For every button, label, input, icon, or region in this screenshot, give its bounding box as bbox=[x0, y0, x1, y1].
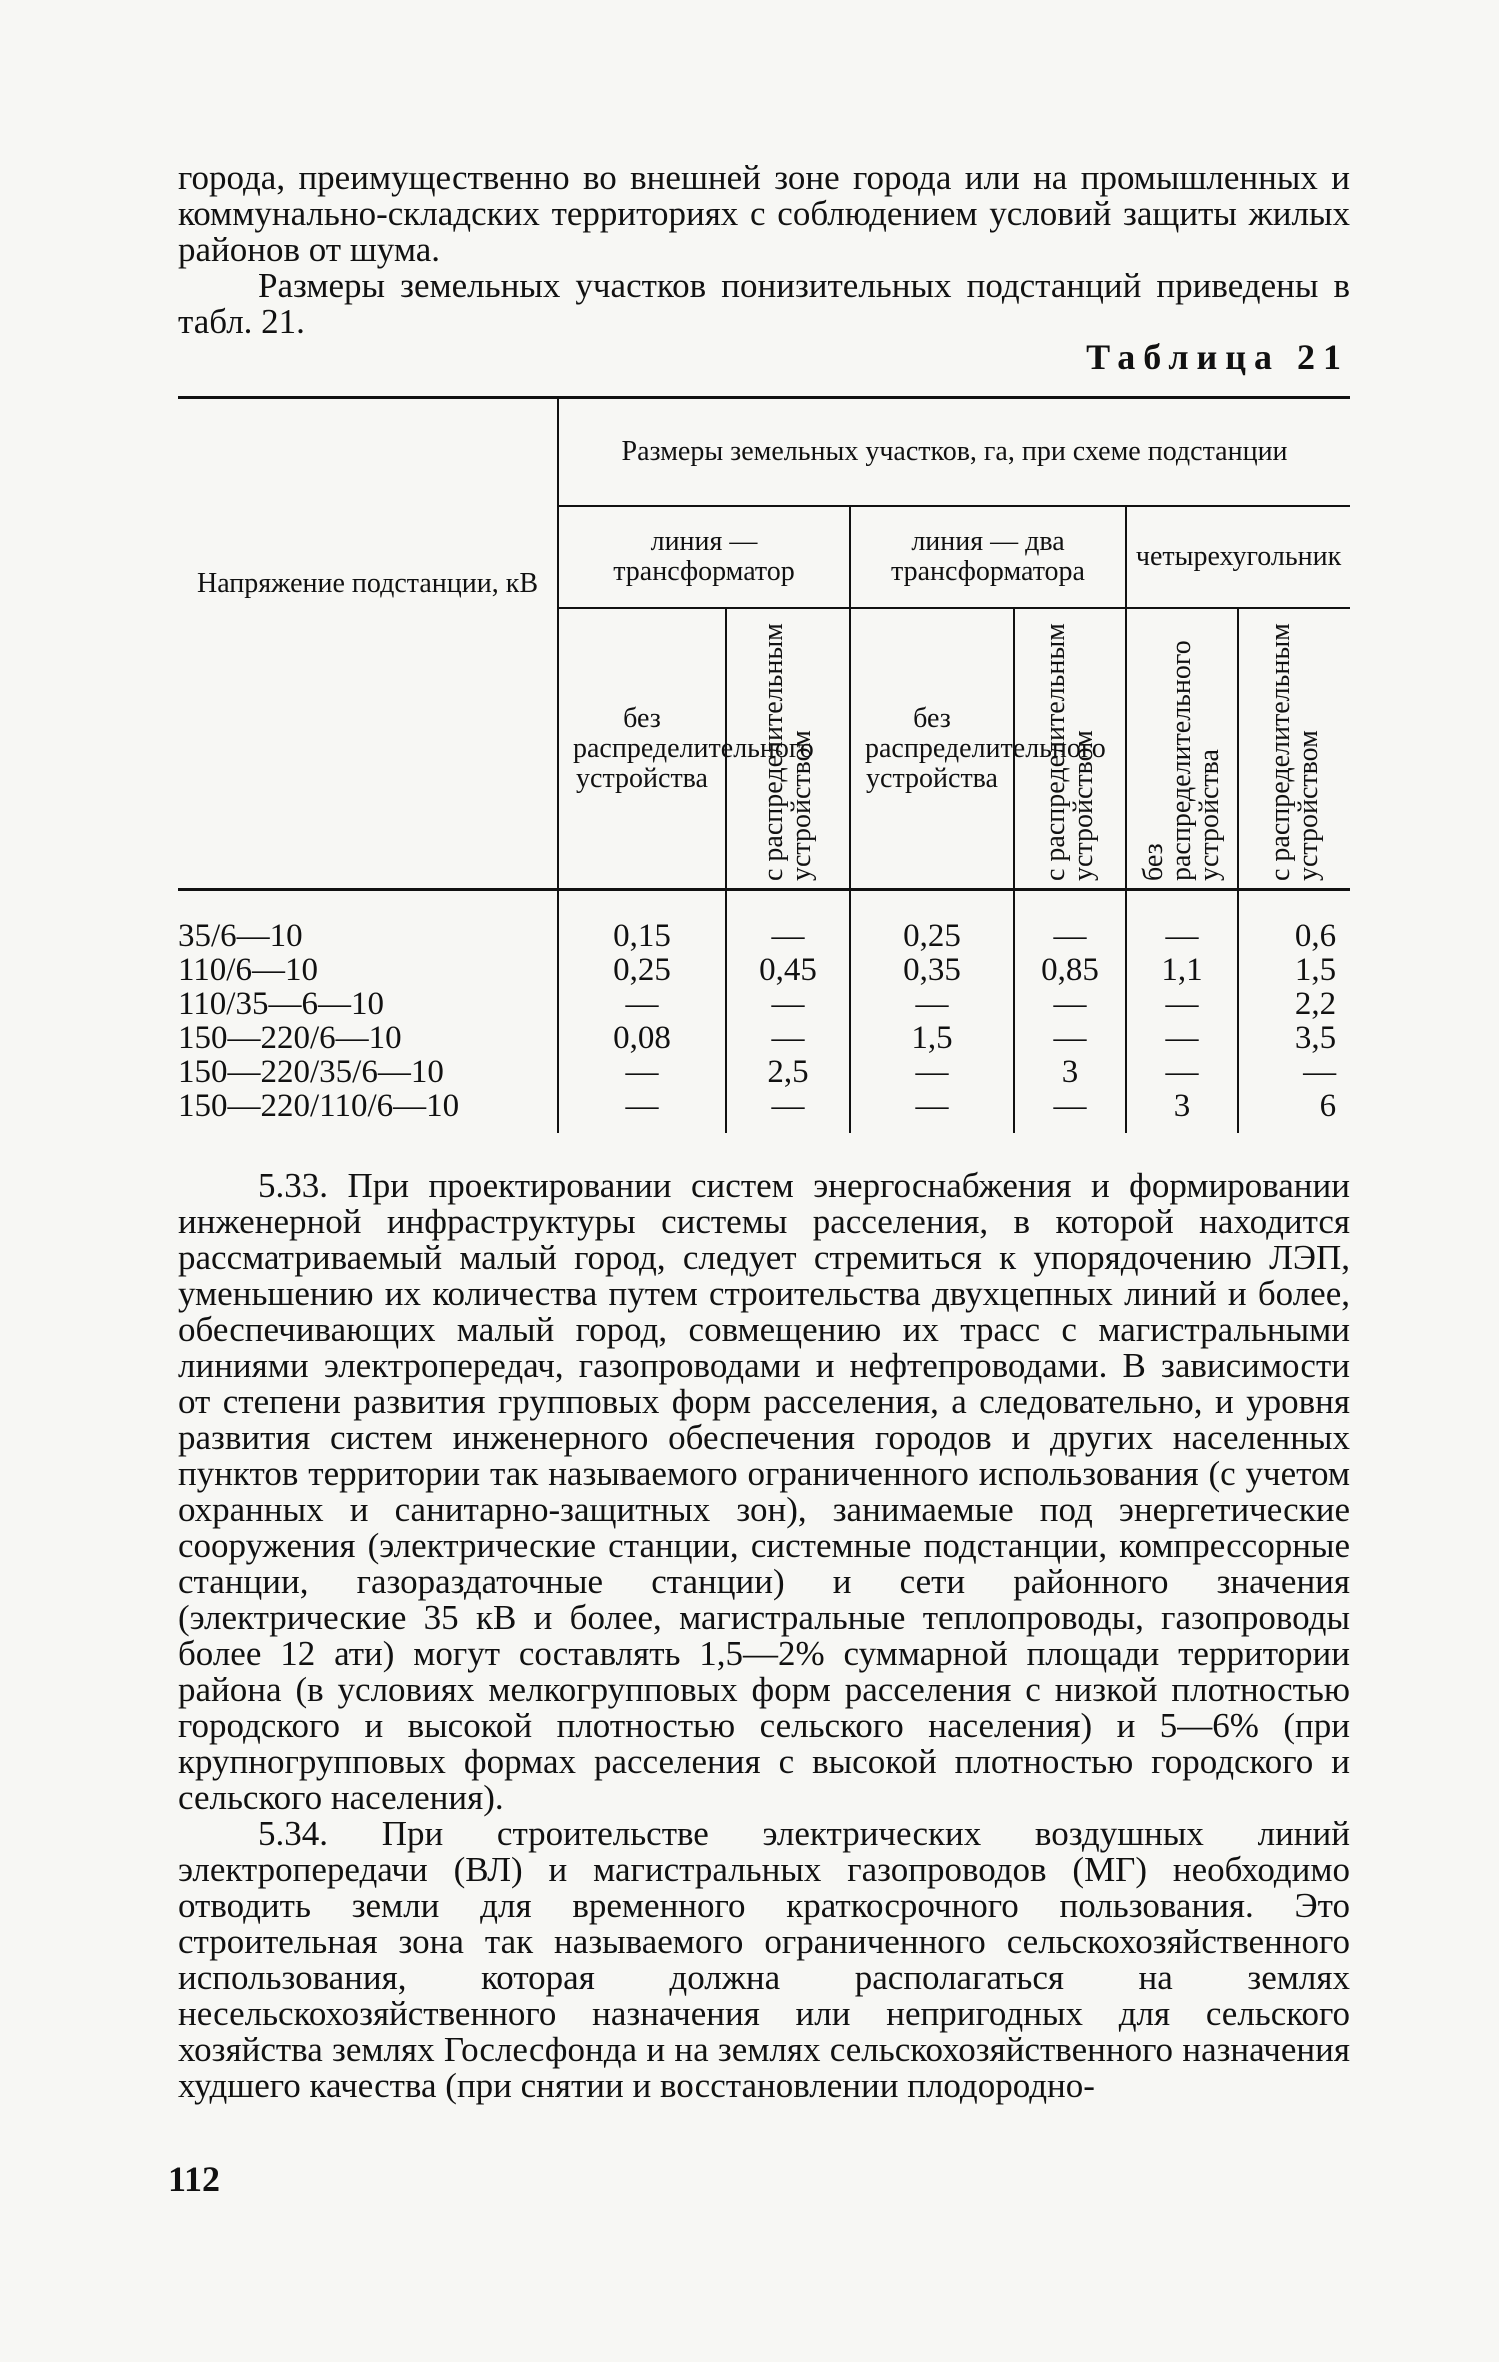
subheader-6: с распределительным устройством bbox=[1238, 608, 1350, 890]
body-text bbox=[178, 1168, 1350, 2104]
subheader-2: с распределительным устройством bbox=[726, 608, 850, 890]
table-cell: 0,25 bbox=[558, 953, 726, 987]
table-row bbox=[178, 890, 1350, 954]
table-cell: 0,85 bbox=[1014, 953, 1126, 987]
header-scheme-1: линия — трансформатор bbox=[558, 506, 850, 608]
table-cell: — bbox=[1126, 987, 1238, 1021]
row-voltage: 150—220/110/6—10 bbox=[178, 1088, 460, 1124]
table-cell: 0,35 bbox=[850, 953, 1014, 987]
intro-paragraph-1: города, преимущественно во внешней зоне города или на промышленных и коммунально-складских территориях с соблюдением условий защиты жилых районов от шума. bbox=[178, 158, 1350, 269]
table-cell: 1,1 bbox=[1126, 953, 1238, 987]
row-voltage: 150—220/6—10 bbox=[178, 1020, 402, 1056]
table-cell: — bbox=[850, 987, 1014, 1021]
table-row bbox=[178, 1021, 1350, 1055]
header-voltage: Напряжение подстанции, кВ bbox=[178, 398, 558, 890]
table-cell: 1,5 bbox=[1238, 953, 1350, 987]
table-row bbox=[178, 987, 1350, 1021]
substation-land-table bbox=[178, 396, 1350, 1133]
table-caption: Таблица 21 bbox=[1086, 337, 1349, 377]
paragraph-5-34: 5.34. При строительстве электрических воздушных линий электропередачи (ВЛ) и магистральных газопроводов (МГ) необходимо отводить земли для временного краткосрочного пользования. Это строительная зона так называемого ограниченного сельскохозяйственного использования, которая должна располагаться на землях несельскохозяйственного назначения или непригодных для сельского хозяйства землях Гослесфонда и на землях сельскохозяйственного назначения худшего качества (при снятии и восстановлении плодородно- bbox=[178, 1814, 1350, 2105]
row-voltage: 110/6—10 bbox=[178, 952, 318, 988]
table-cell: — bbox=[726, 890, 850, 954]
header-sizes: Размеры земельных участков, га, при схеме подстанции bbox=[558, 398, 1350, 507]
table-cell: — bbox=[1126, 1021, 1238, 1055]
table-cell: 2,5 bbox=[726, 1055, 850, 1089]
table-cell: — bbox=[1238, 1055, 1350, 1089]
row-voltage: 110/35—6—10 bbox=[178, 986, 384, 1022]
table-cell: — bbox=[850, 1055, 1014, 1089]
intro-paragraph-2: Размеры земельных участков понизительных подстанций приведены в табл. 21. bbox=[178, 266, 1350, 341]
table-cell: 0,08 bbox=[558, 1021, 726, 1055]
table-cell: — bbox=[558, 1089, 726, 1133]
table-cell: — bbox=[726, 987, 850, 1021]
table-cell: 0,6 bbox=[1238, 890, 1350, 954]
intro-text bbox=[178, 160, 1350, 340]
table-cell: — bbox=[726, 1021, 850, 1055]
table-cell: 1,5 bbox=[850, 1021, 1014, 1055]
table-cell: 0,15 bbox=[558, 890, 726, 954]
paragraph-5-33: 5.33. При проектировании систем энергоснабжения и формировании инженерной инфраструктуры системы расселения, в которой находится рассматриваемый малый город, следует стремиться к упорядочению ЛЭП, уменьшению их количества путем строительства двухцепных линий и более, обеспечивающих малый город, совмещению их трасс с магистральными линиями электропередач, газопроводами и нефтепроводами. В зависимости от степени развития групповых форм расселения, а следовательно, и уровня развития систем инженерного обеспечения городов и других населенных пунктов территории так называемого ограниченного использования (с учетом охранных и санитарно-защитных зон), занимаемые под энергетические сооружения (электрические станции, системные подстанции, компрессорные станции, газораздаточные станции) и сети районного значения (электрические 35 кВ и более, магистральные теплопроводы, газопроводы более 12 ати) могут составлять 1,5—2% суммарной площади территории района (в условиях мелкогрупповых форм расселения с низкой плотностью городского и высокой плотностью сельского населения) и 5—6% (при крупногрупповых формах расселения с высокой плотностью городского и сельского населения). bbox=[178, 1166, 1350, 1817]
table-cell: — bbox=[558, 987, 726, 1021]
table-cell: — bbox=[558, 1055, 726, 1089]
table-cell: 6 bbox=[1238, 1089, 1350, 1133]
subheader-1: без распределительного устройства bbox=[558, 608, 726, 890]
page-number: 112 bbox=[168, 2159, 221, 2199]
table-cell: 3 bbox=[1126, 1089, 1238, 1133]
table-row bbox=[178, 953, 1350, 987]
table-cell: — bbox=[850, 1089, 1014, 1133]
subheader-5: без распределительного устройства bbox=[1126, 608, 1238, 890]
row-voltage: 150—220/35/6—10 bbox=[178, 1054, 444, 1090]
table-row bbox=[178, 1055, 1350, 1089]
table-cell: — bbox=[1014, 890, 1126, 954]
table-cell: — bbox=[726, 1089, 850, 1133]
subheader-3: без распределительного устройства bbox=[850, 608, 1014, 890]
table-cell: — bbox=[1014, 1021, 1126, 1055]
table-row bbox=[178, 1089, 1350, 1133]
table-cell: — bbox=[1126, 890, 1238, 954]
header-scheme-2: линия — два трансформатора bbox=[850, 506, 1126, 608]
table-cell: — bbox=[1126, 1055, 1238, 1089]
table-cell: 3 bbox=[1014, 1055, 1126, 1089]
subheader-4: с распределительным устройством bbox=[1014, 608, 1126, 890]
table-cell: 2,2 bbox=[1238, 987, 1350, 1021]
header-scheme-3: четырехугольник bbox=[1126, 506, 1350, 608]
row-voltage: 35/6—10 bbox=[178, 918, 303, 954]
table-cell: 0,45 bbox=[726, 953, 850, 987]
table-cell: — bbox=[1014, 987, 1126, 1021]
table-cell: 3,5 bbox=[1238, 1021, 1350, 1055]
table-cell: — bbox=[1014, 1089, 1126, 1133]
table-cell: 0,25 bbox=[850, 890, 1014, 954]
